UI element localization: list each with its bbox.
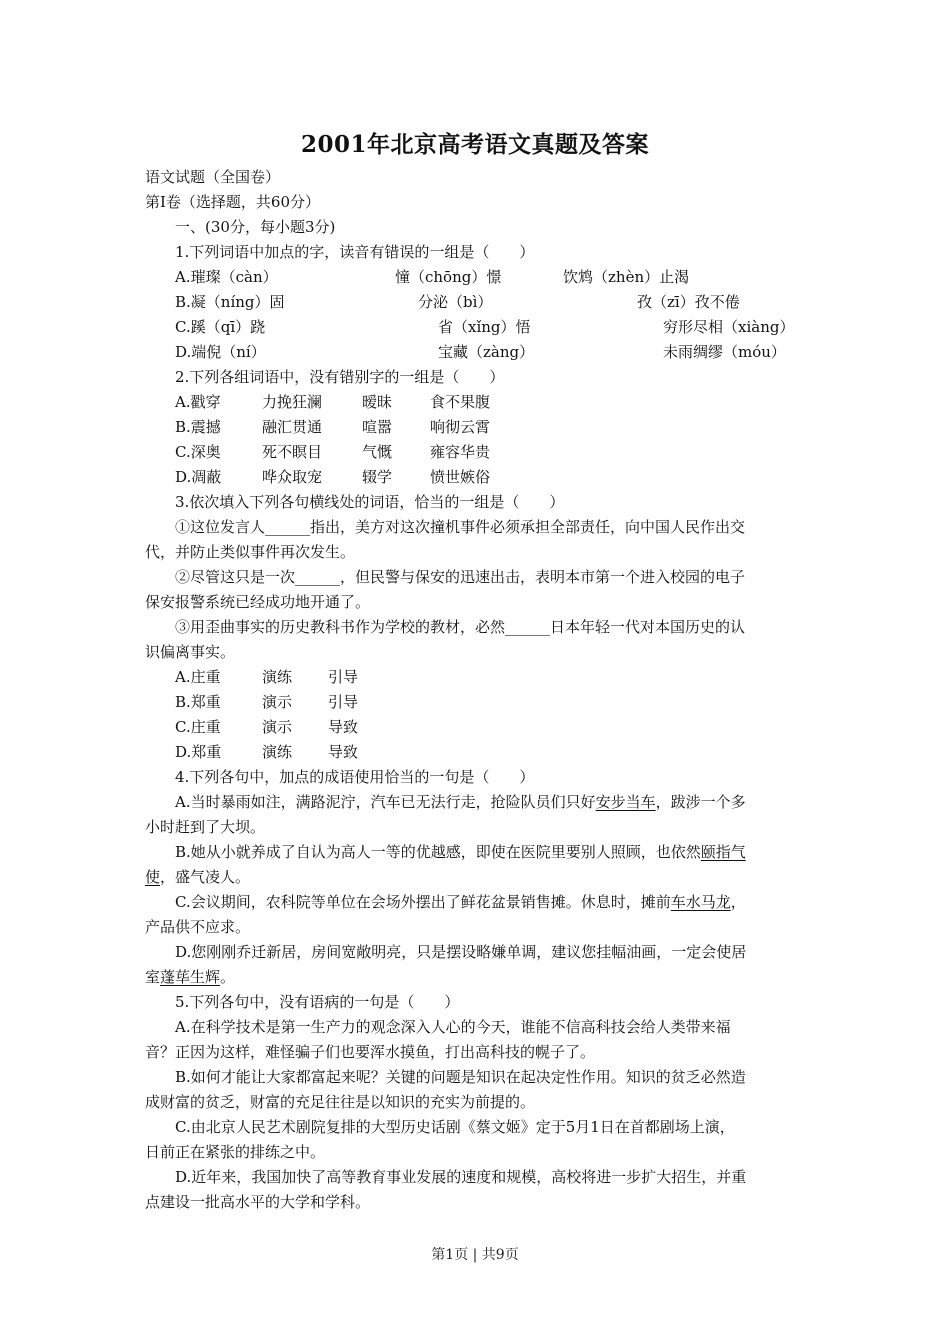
- q1-option-b-2: 分泌（bì）: [418, 293, 493, 311]
- question-2-stem: 2.下列各组词语中，没有错别字的一组是（ ）: [175, 368, 505, 386]
- q3-option-c-2: 演示: [262, 718, 293, 736]
- q3-option-d-1: D.郑重: [175, 743, 222, 761]
- part-heading: 第I卷（选择题，共60分）: [145, 193, 321, 211]
- q5-option-a-cont: 音？正因为这样，难怪骗子们也要浑水摸鱼，打出高科技的幌子了。: [145, 1043, 596, 1061]
- q5-option-d: D.近年来，我国加快了高等教育事业发展的速度和规模，高校将进一步扩大招生，并重: [175, 1168, 747, 1186]
- q1-option-c-1: C.蹊（qī）跷: [175, 318, 266, 336]
- q2-option-d-1: D.凋蔽: [175, 468, 222, 486]
- exam-subtitle: 语文试题（全国卷）: [145, 168, 281, 186]
- q4-option-d: D.您刚刚乔迁新居，房间宽敞明亮，只是摆设略嫌单调，建议您挂幅油画，一定会使居: [175, 943, 747, 961]
- q2-option-b-4: 响彻云霄: [430, 418, 491, 436]
- q5-option-b: B.如何才能让大家都富起来呢？关键的问题是知识在起决定性作用。知识的贫乏必然造: [175, 1068, 746, 1086]
- q4-idiom-b-cont: 使: [145, 868, 161, 886]
- q2-option-b-1: B.震撼: [175, 418, 221, 436]
- q3-sentence-2: ②尽管这只是一次______，但民警与保安的迅速出击，表明本市第一个进入校园的电子: [175, 568, 746, 586]
- q3-option-d-2: 演练: [262, 743, 293, 761]
- q2-option-c-2: 死不瞑目: [262, 443, 323, 461]
- q4-option-a-cont: 小时赶到了大坝。: [145, 818, 266, 836]
- q1-option-d-2: 宝藏（zàng）: [438, 343, 535, 361]
- q5-option-a: A.在科学技术是第一生产力的观念深入人心的今天，谁能不信高科技会给人类带来福: [175, 1018, 731, 1036]
- q3-option-b-2: 演示: [262, 693, 293, 711]
- q3-option-a-3: 引导: [328, 668, 359, 686]
- q1-option-c-3: 穷形尽相（xiàng）: [663, 318, 795, 336]
- q4-option-c: C.会议期间，农科院等单位在会场外摆出了鲜花盆景销售摊。休息时，摊前车水马龙，: [175, 893, 746, 911]
- q2-option-c-3: 气慨: [362, 443, 393, 461]
- question-5-stem: 5.下列各句中，没有语病的一句是（ ）: [175, 993, 460, 1011]
- q2-option-d-2: 哗众取宠: [262, 468, 323, 486]
- q2-option-d-3: 辍学: [362, 468, 393, 486]
- q4-idiom-d: 蓬荜生辉: [160, 968, 221, 986]
- q5-option-d-cont: 点建设一批高水平的大学和学科。: [145, 1193, 371, 1211]
- q3-sentence-1: ①这位发言人______指出，美方对这次撞机事件必须承担全部责任，向中国人民作出交: [175, 518, 746, 536]
- q3-sentence-3: ③用歪曲事实的历史教科书作为学校的教材，必然______日本年轻一代对本国历史的认: [175, 618, 746, 636]
- q1-option-a-1: A.璀璨（càn）: [175, 268, 278, 286]
- question-4-stem: 4.下列各句中，加点的成语使用恰当的一句是（ ）: [175, 768, 535, 786]
- q1-option-c-2: 省（xǐng）悟: [438, 318, 531, 336]
- question-1-stem: 1.下列词语中加点的字，读音有错误的一组是（ ）: [175, 243, 535, 261]
- q1-option-b-3: 孜（zī）孜不倦: [637, 293, 740, 311]
- q2-option-a-1: A.戳穿: [175, 393, 221, 411]
- q3-sentence-2-cont: 保安报警系统已经成功地开通了。: [145, 593, 371, 611]
- q1-option-d-3: 未雨绸缪（móu）: [663, 343, 786, 361]
- q1-option-b-1: B.凝（níng）固: [175, 293, 285, 311]
- q3-option-a-1: A.庄重: [175, 668, 221, 686]
- q3-option-b-1: B.郑重: [175, 693, 221, 711]
- q3-option-c-1: C.庄重: [175, 718, 221, 736]
- q2-option-b-2: 融汇贯通: [262, 418, 323, 436]
- q1-option-a-2: 憧（chōng）憬: [395, 268, 502, 286]
- page-footer: 第1页 | 共9页: [431, 1247, 519, 1263]
- section-heading: 一、(30分，每小题3分): [175, 218, 336, 236]
- q3-option-b-3: 引导: [328, 693, 359, 711]
- q5-option-c-cont: 日前正在紧张的排练之中。: [145, 1143, 326, 1161]
- q5-option-c: C.由北京人民艺术剧院复排的大型历史话剧《蔡文姬》定于5月1日在首都剧场上演，: [175, 1118, 735, 1136]
- q1-option-a-3: 饮鸩（zhèn）止渴: [563, 268, 690, 286]
- q2-option-a-2: 力挽狂澜: [262, 393, 323, 411]
- q4-option-c-cont: 产品供不应求。: [145, 918, 251, 936]
- q2-option-c-4: 雍容华贵: [430, 443, 491, 461]
- q3-option-d-3: 导致: [328, 743, 359, 761]
- page-title: 2001年北京高考语文真题及答案: [300, 131, 649, 158]
- q1-option-d-1: D.端倪（ní）: [175, 343, 266, 361]
- q2-option-d-4: 愤世嫉俗: [430, 468, 491, 486]
- q2-option-a-3: 暧昧: [362, 393, 393, 411]
- q2-option-a-4: 食不果腹: [430, 393, 491, 411]
- q3-sentence-1-cont: 代，并防止类似事件再次发生。: [145, 543, 356, 561]
- q5-option-b-cont: 成财富的贫乏，财富的充足往往是以知识的充实为前提的。: [145, 1093, 536, 1111]
- q4-idiom-a: 安步当车: [595, 793, 656, 811]
- q2-option-b-3: 喧嚣: [362, 418, 393, 436]
- q4-idiom-c: 车水马龙: [670, 893, 731, 911]
- q3-option-a-2: 演练: [262, 668, 293, 686]
- q4-option-a: A.当时暴雨如注，满路泥泞，汽车已无法行走，抢险队员们只好安步当车，跋涉一个多: [175, 793, 746, 811]
- q4-option-b: B.她从小就养成了自认为高人一等的优越感，即使在医院里要别人照顾，也依然颐指气: [175, 843, 746, 861]
- question-3-stem: 3.依次填入下列各句横线处的词语，恰当的一组是（ ）: [175, 493, 565, 511]
- q4-option-d-cont: 室蓬荜生辉。: [145, 968, 236, 986]
- q2-option-c-1: C.深奥: [175, 443, 221, 461]
- q4-idiom-b: 颐指气: [700, 843, 746, 861]
- q3-option-c-3: 导致: [328, 718, 359, 736]
- q4-option-b-cont: 使，盛气凌人。: [145, 868, 251, 886]
- q3-sentence-3-cont: 识偏离事实。: [145, 643, 236, 661]
